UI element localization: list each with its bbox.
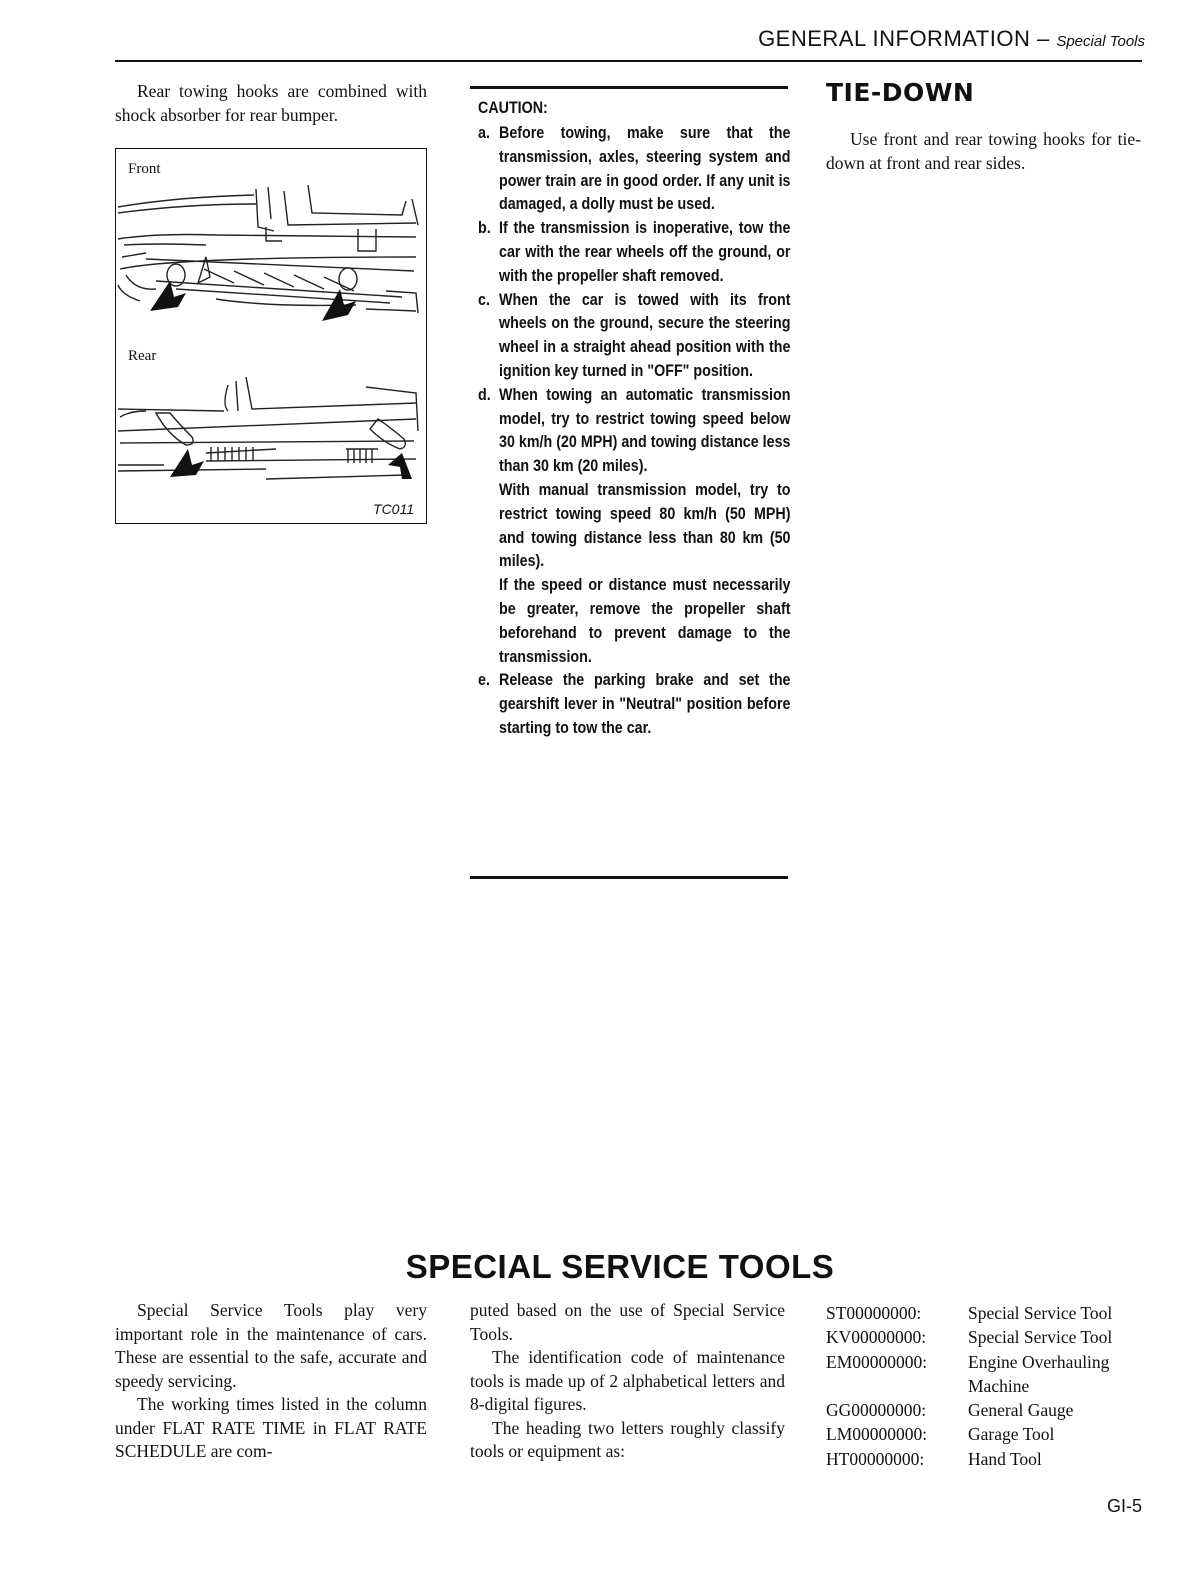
caution-item-text: If the transmission is inoperative, tow the car with the rear wheels off the ground, or with the propeller shaft removed. [499, 218, 791, 285]
tie-down-text: Use front and rear towing hooks for tie-down at front and rear sides. [826, 129, 1141, 173]
underbody-drawing [116, 149, 425, 522]
caution-title: CAUTION: [478, 98, 548, 117]
table-row [826, 1350, 1146, 1399]
page-header [715, 26, 1145, 52]
tool-code: KV00000000: [826, 1327, 927, 1348]
figure-rear-label: Rear [128, 348, 157, 364]
caution-item-text: Release the parking brake and set the gearshift lever in "Neutral" position before starting to tow the car. [499, 670, 791, 737]
special-tools-paragraph: The identification code of maintenance tools is made up of 2 alphabetical letters and 8-digital figures. [470, 1347, 785, 1414]
caution-item-d [478, 383, 790, 669]
table-row [826, 1422, 1146, 1446]
caution-item-marker: d. [478, 384, 491, 404]
caution-item-marker: a. [478, 123, 490, 142]
caution-item-text: If the speed or distance must necessarily be greater, remove the propeller shaft beforehand to prevent damage to the transmission. [499, 575, 791, 666]
tool-code: LM00000000: [826, 1424, 928, 1445]
special-tools-paragraph: The working times listed in the column under FLAT RATE TIME in FLAT RATE SCHEDULE are com- [115, 1394, 427, 1461]
tool-code: GG00000000: [826, 1400, 927, 1421]
tool-description: Special Service Tool [968, 1303, 1113, 1323]
caution-item-e [478, 668, 790, 739]
tool-code-table [826, 1301, 1146, 1471]
special-tools-left-column [115, 1299, 427, 1464]
tool-code: EM00000000: [826, 1351, 928, 1372]
tool-code: ST00000000: [826, 1303, 922, 1323]
tool-description: Special Service Tool [968, 1327, 1113, 1348]
special-tools-title: SPECIAL SERVICE TOOLS [405, 1248, 835, 1285]
caution-item-text: With manual transmission model, try to restrict towing speed 80 km/h (50 MPH) and towing distance less than 80 km (50 miles). [499, 479, 791, 571]
caution-item-text: When the car is towed with its front wheels on the ground, secure the steering wheel in a straight ahead position with the ignition key turned in "OFF" position. [499, 289, 791, 380]
header-dash: – [1030, 26, 1057, 51]
caution-item-marker: e. [478, 670, 490, 690]
caution-item-marker: c. [478, 289, 490, 309]
special-tools-paragraph: The heading two letters roughly classify tools or equipment as: [470, 1417, 785, 1461]
header-section: GENERAL INFORMATION [758, 26, 1031, 51]
towing-hooks-figure [115, 148, 427, 524]
caution-item-b [478, 216, 790, 287]
tool-description: General Gauge [968, 1400, 1074, 1421]
tool-description: Hand Tool [968, 1448, 1042, 1469]
caution-top-rule [470, 86, 788, 89]
table-row [826, 1398, 1146, 1422]
figure-front-label: Front [128, 161, 161, 177]
header-rule [115, 60, 1142, 62]
special-tools-middle-column [470, 1299, 785, 1464]
figure-code: TC011 [373, 501, 414, 517]
towing-hooks-intro: Rear towing hooks are combined with shock absorber for rear bumper. [115, 81, 427, 125]
caution-item-text: Before towing, make sure that the transmission, axles, steering system and power train are in good order. If any unit is damaged, a dolly must be used. [499, 123, 791, 214]
header-subsection: Special Tools [1056, 33, 1145, 50]
caution-list [478, 121, 790, 740]
caution-bottom-rule [470, 876, 788, 879]
special-tools-paragraph: puted based on the use of Special Service Tools. [470, 1300, 785, 1344]
caution-item-marker: b. [478, 218, 491, 238]
tool-code: HT00000000: [826, 1448, 925, 1469]
caution-item-c [478, 288, 790, 383]
special-tools-paragraph: Special Service Tools play very important role in the maintenance of cars. These are essential to the safe, accurate and speedy servicing. [115, 1300, 427, 1391]
tool-description: Engine Overhauling Machine [968, 1351, 1110, 1396]
table-row [826, 1447, 1146, 1471]
tie-down-title: TIE-DOWN [826, 78, 975, 107]
tool-description: Garage Tool [968, 1424, 1055, 1445]
page-number: GI-5 [1106, 1496, 1142, 1516]
table-row [826, 1325, 1146, 1349]
caution-item-a [478, 121, 790, 216]
table-row [826, 1301, 1146, 1325]
caution-item-text: When towing an automatic transmission model, try to restrict towing speed below 30 km/h (20 MPH) and towing distance less than 30 km (20 miles). [499, 384, 791, 476]
